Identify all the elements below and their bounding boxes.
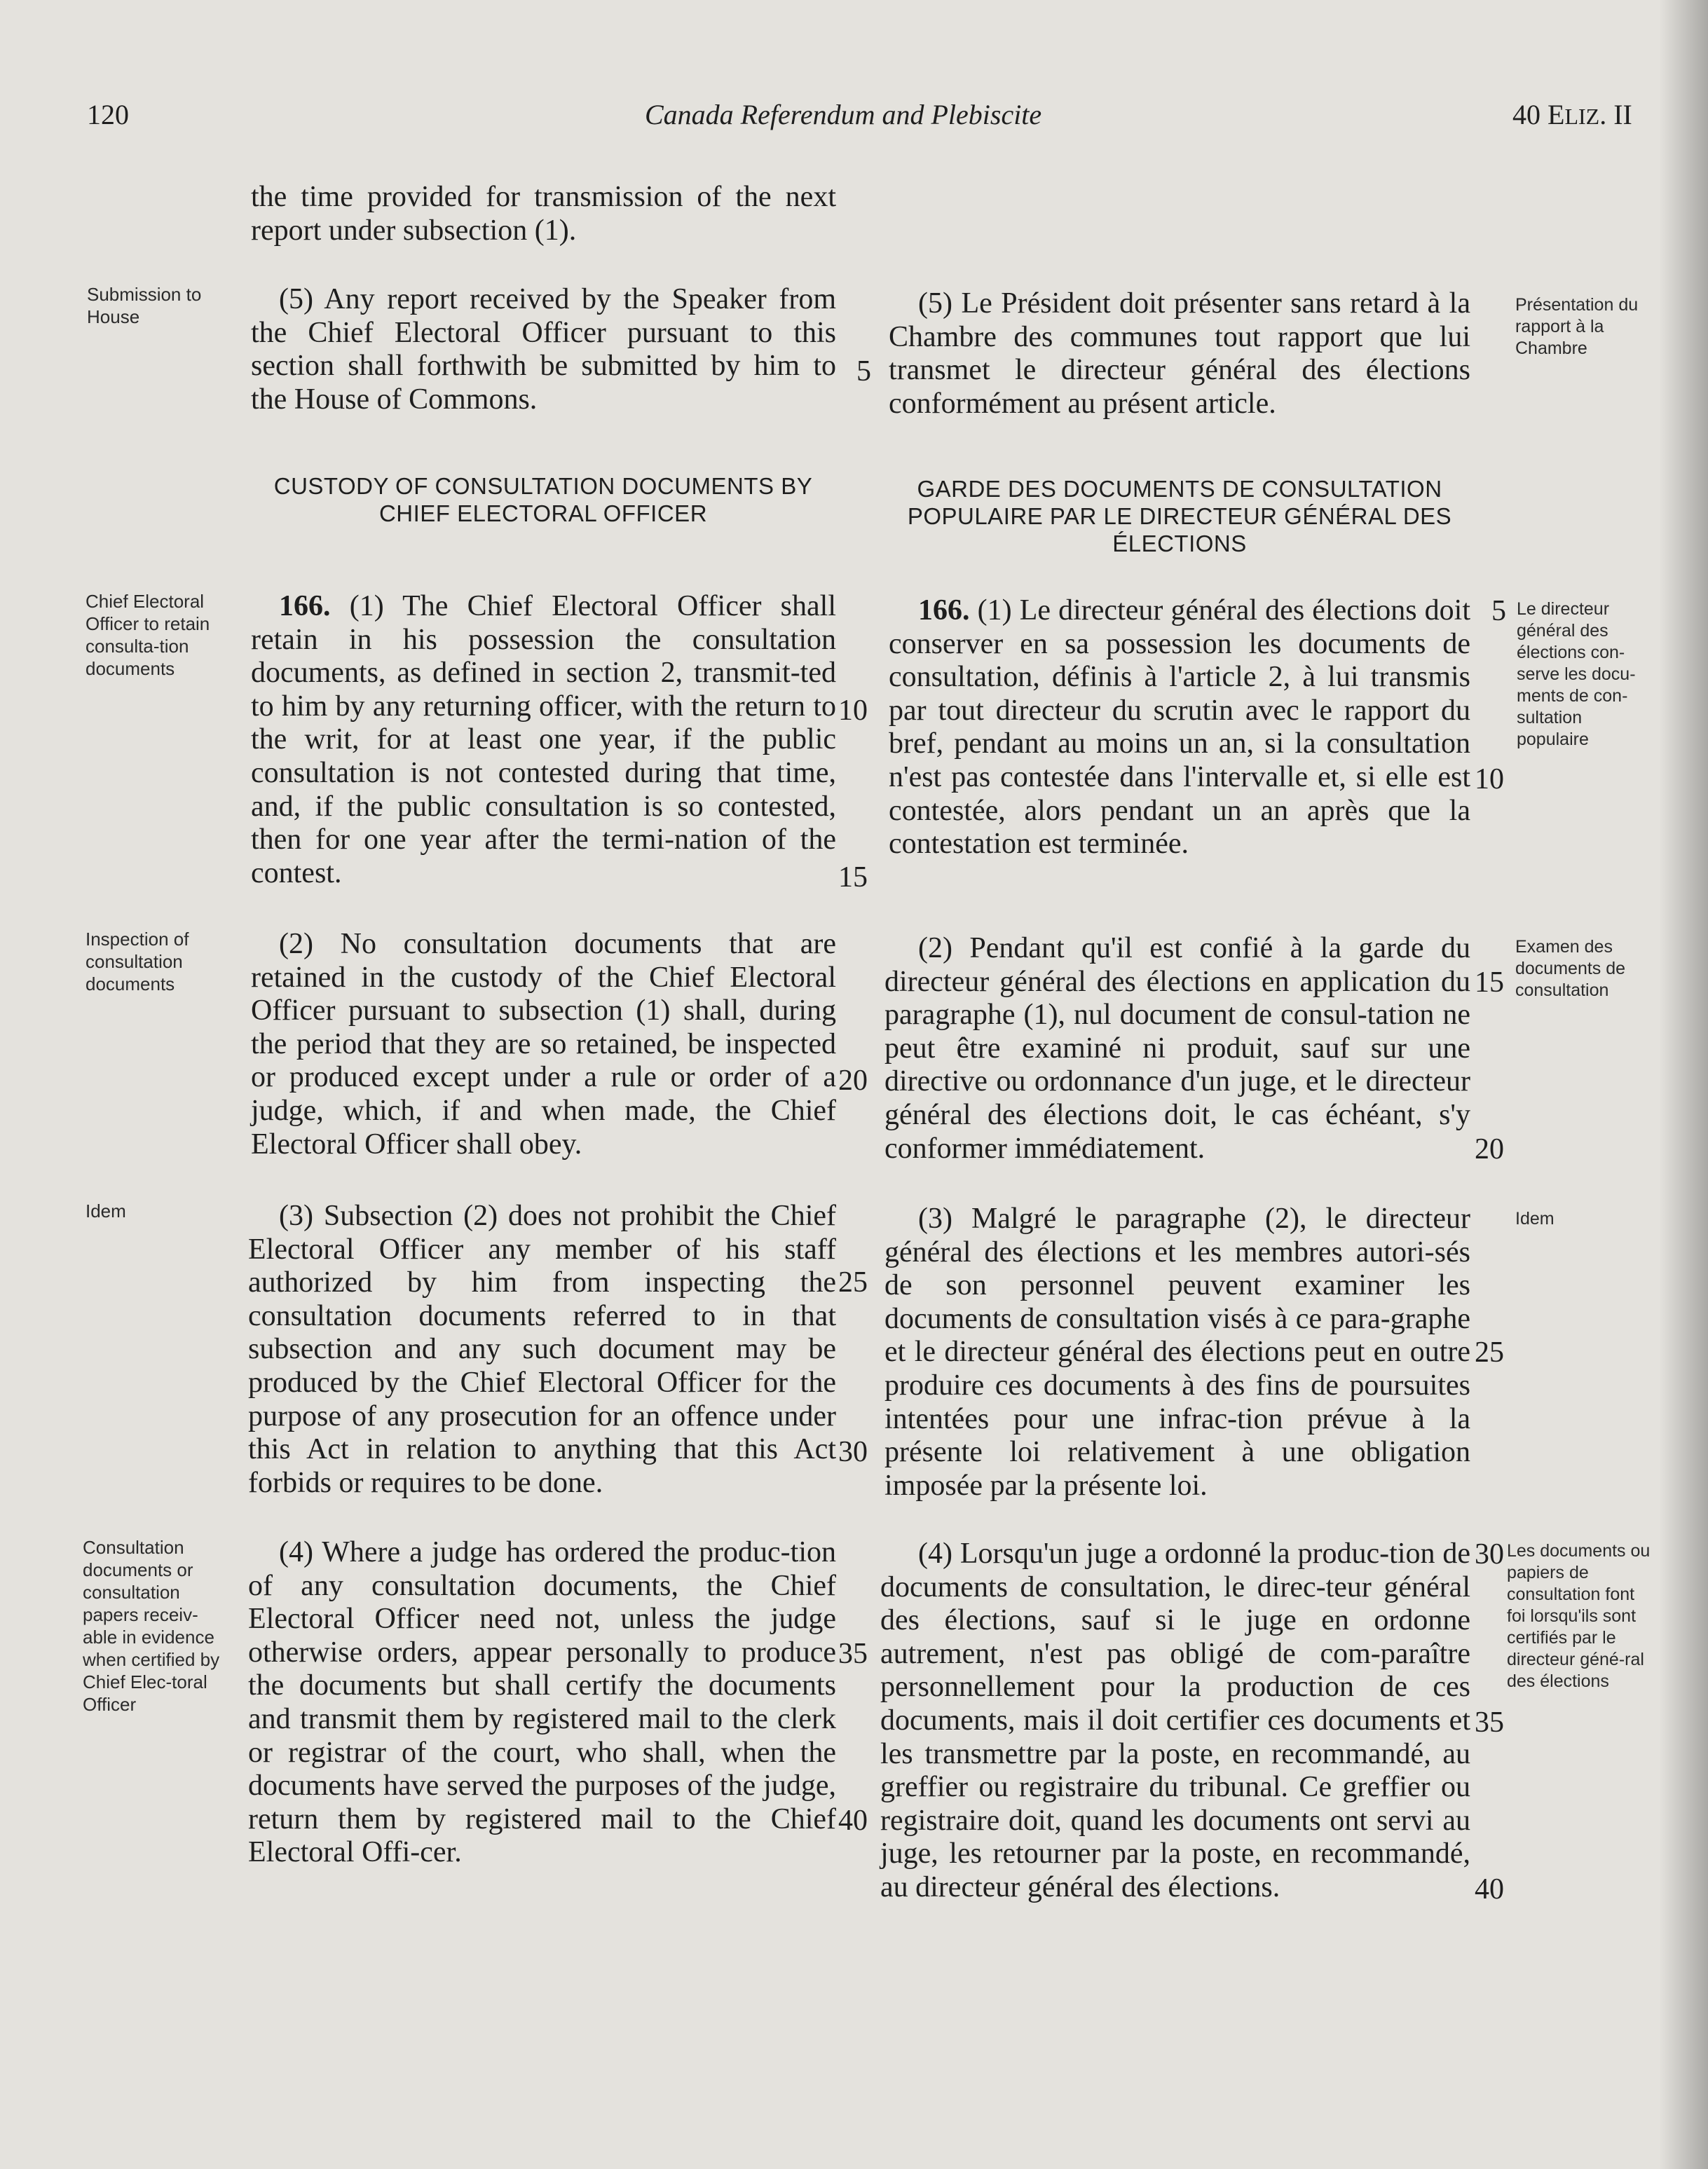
margin-note-fr-submission: Présentation du rapport à la Chambre xyxy=(1515,295,1639,358)
en-line-number: 20 xyxy=(838,1065,868,1097)
en-line-number: 15 xyxy=(838,861,868,894)
margin-note-idem: Idem xyxy=(86,1200,126,1222)
margin-note-fr-certified: Les documents ou papiers de consultation font foi lorsqu'ils sont certifiés par le directeur géné-ral des élections xyxy=(1507,1541,1651,1691)
en-section-166-3: (3) Subsection (2) does not prohibit the Chief Electoral Officer any member of his staff authorized by him from inspecting the consultation documents referred to in that subsection and any such document may be produced by the Chief Electoral Officer for the purpose of any prosecution for an offence under this Act in relation to anything that this Act forbids or requires to be done. xyxy=(248,1200,836,1499)
margin-note-fr-custody: Le directeur général des élections con-serve les docu-ments de con-sultation populaire xyxy=(1517,599,1636,749)
en-subsection-5: (5) Any report received by the Speaker from the Chief Electoral Officer pursuant to this section shall forthwith be submitted by him to the House of Commons. xyxy=(251,283,836,416)
en-section-166-2: (2) No consultation documents that are retained in the custody of the Chief Electoral Officer pursuant to subsection (1) shall, during the period that they are so retained, be inspected or produced except under a rule or order of a judge, which, if and when made, the Chief Electoral Officer shall obey. xyxy=(251,928,836,1161)
en-section-heading: CUSTODY OF CONSULTATION DOCUMENTS BY CHIEF ELECTORAL OFFICER xyxy=(273,473,813,526)
fr-section-166-2: (2) Pendant qu'il est confié à la garde du directeur général des élections en application du paragraphe (1), nul document de consul-tation ne peut être examiné ni produit, sauf sur une directive ou ordonnance d'un juge, et le directeur général des élections doit, le cas échéant, s'y conformer immédiatement. xyxy=(884,932,1470,1165)
margin-note-certified: Consultation documents or consultation papers receiv-able in evidence when certified by Chief Elec-toral Officer xyxy=(83,1537,220,1715)
en-section-166-1 xyxy=(251,590,836,890)
en-line-number: 30 xyxy=(838,1436,868,1468)
fr-line-number: 15 xyxy=(1475,966,1504,999)
running-title: Canada Referendum and Plebiscite xyxy=(645,99,1042,130)
fr-section-166-3: (3) Malgré le paragraphe (2), le directeur général des élections et les membres autori-sés de son personnel peuvent examiner les documents de consultation visés à ce para-graphe et le directeur général des élections peut en outre produire ces documents à des fins de poursuites intentées pour une infrac-tion prévue à la présente loi relativement à une obligation imposée par la présente loi. xyxy=(884,1203,1470,1502)
margin-note-custody: Chief Electoral Officer to retain consulta-tion documents xyxy=(86,591,210,679)
fr-line-number: 20 xyxy=(1475,1133,1504,1165)
en-section-166-1-text: (1) The Chief Electoral Officer shall retain in his possession the consultation documents, as defined in section 2, transmit-ted to him by any returning officer, with the return to the writ, for at least one year, if the public consultation is not contested during that time, and, if the public consultation is so contested, then for one year after the termi-nation of the contest. xyxy=(251,590,837,889)
fr-section-heading: GARDE DES DOCUMENTS DE CONSULTATION POPULAIRE PAR LE DIRECTEUR GÉNÉRAL DES ÉLECTIONS xyxy=(907,476,1452,556)
en-section-166-4: (4) Where a judge has ordered the produc-tion of any consultation documents, the Chief Electoral Officer need not, unless the judge otherwise orders, appear personally to produce the documents but shall certify the documents and transmit them by registered mail to the clerk or registrar of the court, who shall, when the documents have served the purposes of the judge, return them by registered mail to the Chief Electoral Offi-cer. xyxy=(248,1536,836,1869)
margin-note-submission: Submission to House xyxy=(87,284,202,327)
page-number: 120 xyxy=(87,99,129,130)
fr-section-number: 166. xyxy=(918,594,970,627)
en-line-number: 35 xyxy=(838,1638,868,1670)
margin-note-inspection: Inspection of consultation documents xyxy=(86,929,189,994)
en-line-number: 10 xyxy=(838,695,868,727)
fr-line-number: 10 xyxy=(1475,763,1504,795)
fr-line-number: 5 xyxy=(1491,595,1506,627)
fr-line-number: 40 xyxy=(1475,1873,1504,1905)
fr-line-number: 25 xyxy=(1475,1336,1504,1369)
margin-note-fr-idem: Idem xyxy=(1515,1209,1555,1229)
fr-section-166-1-text: (1) Le directeur général des élections doit conserver en sa possession les documents de consultation, définis à l'article 2, à lui transmis par tout directeur du scrutin avec le rapport du bref, pendant au moins un an, si la consultation n'est pas contestée dans l'intervalle et, si elle est contestée, alors pendant un an après que la contestation est terminée. xyxy=(889,594,1471,861)
en-section-number: 166. xyxy=(279,590,331,622)
en-intro-text: the time provided for transmission of the next report under subsection (1). xyxy=(251,181,836,247)
regnal-year: 40 ELIZ. II xyxy=(1512,99,1632,130)
en-line-number: 5 xyxy=(856,355,871,388)
margin-note-fr-inspection: Examen des documents de consultation xyxy=(1515,937,1626,1000)
fr-line-number: 30 xyxy=(1475,1538,1504,1571)
fr-section-166-4: (4) Lorsqu'un juge a ordonné la produc-tion de documents de consultation, le direc-teur général des élections, sauf si le juge en ordonne autrement, n'est pas obligé de com-paraître personnellement pour la production de ces documents, mais il doit certifier ces documents et les transmettre par la poste, en recommandé, au greffier ou registraire du tribunal. Ce greffier ou registraire doit, quand les documents ont servi au juge, les retourner par la poste, en recommandé, au directeur général des élections. xyxy=(880,1538,1470,1903)
fr-subsection-5: (5) Le Président doit présenter sans retard à la Chambre des communes tout rapport que lui transmet le directeur général des élections conformément au présent article. xyxy=(889,287,1470,420)
en-line-number: 25 xyxy=(838,1266,868,1299)
fr-line-number: 35 xyxy=(1475,1706,1504,1739)
fr-section-166-1 xyxy=(889,594,1470,861)
en-line-number: 40 xyxy=(838,1805,868,1837)
